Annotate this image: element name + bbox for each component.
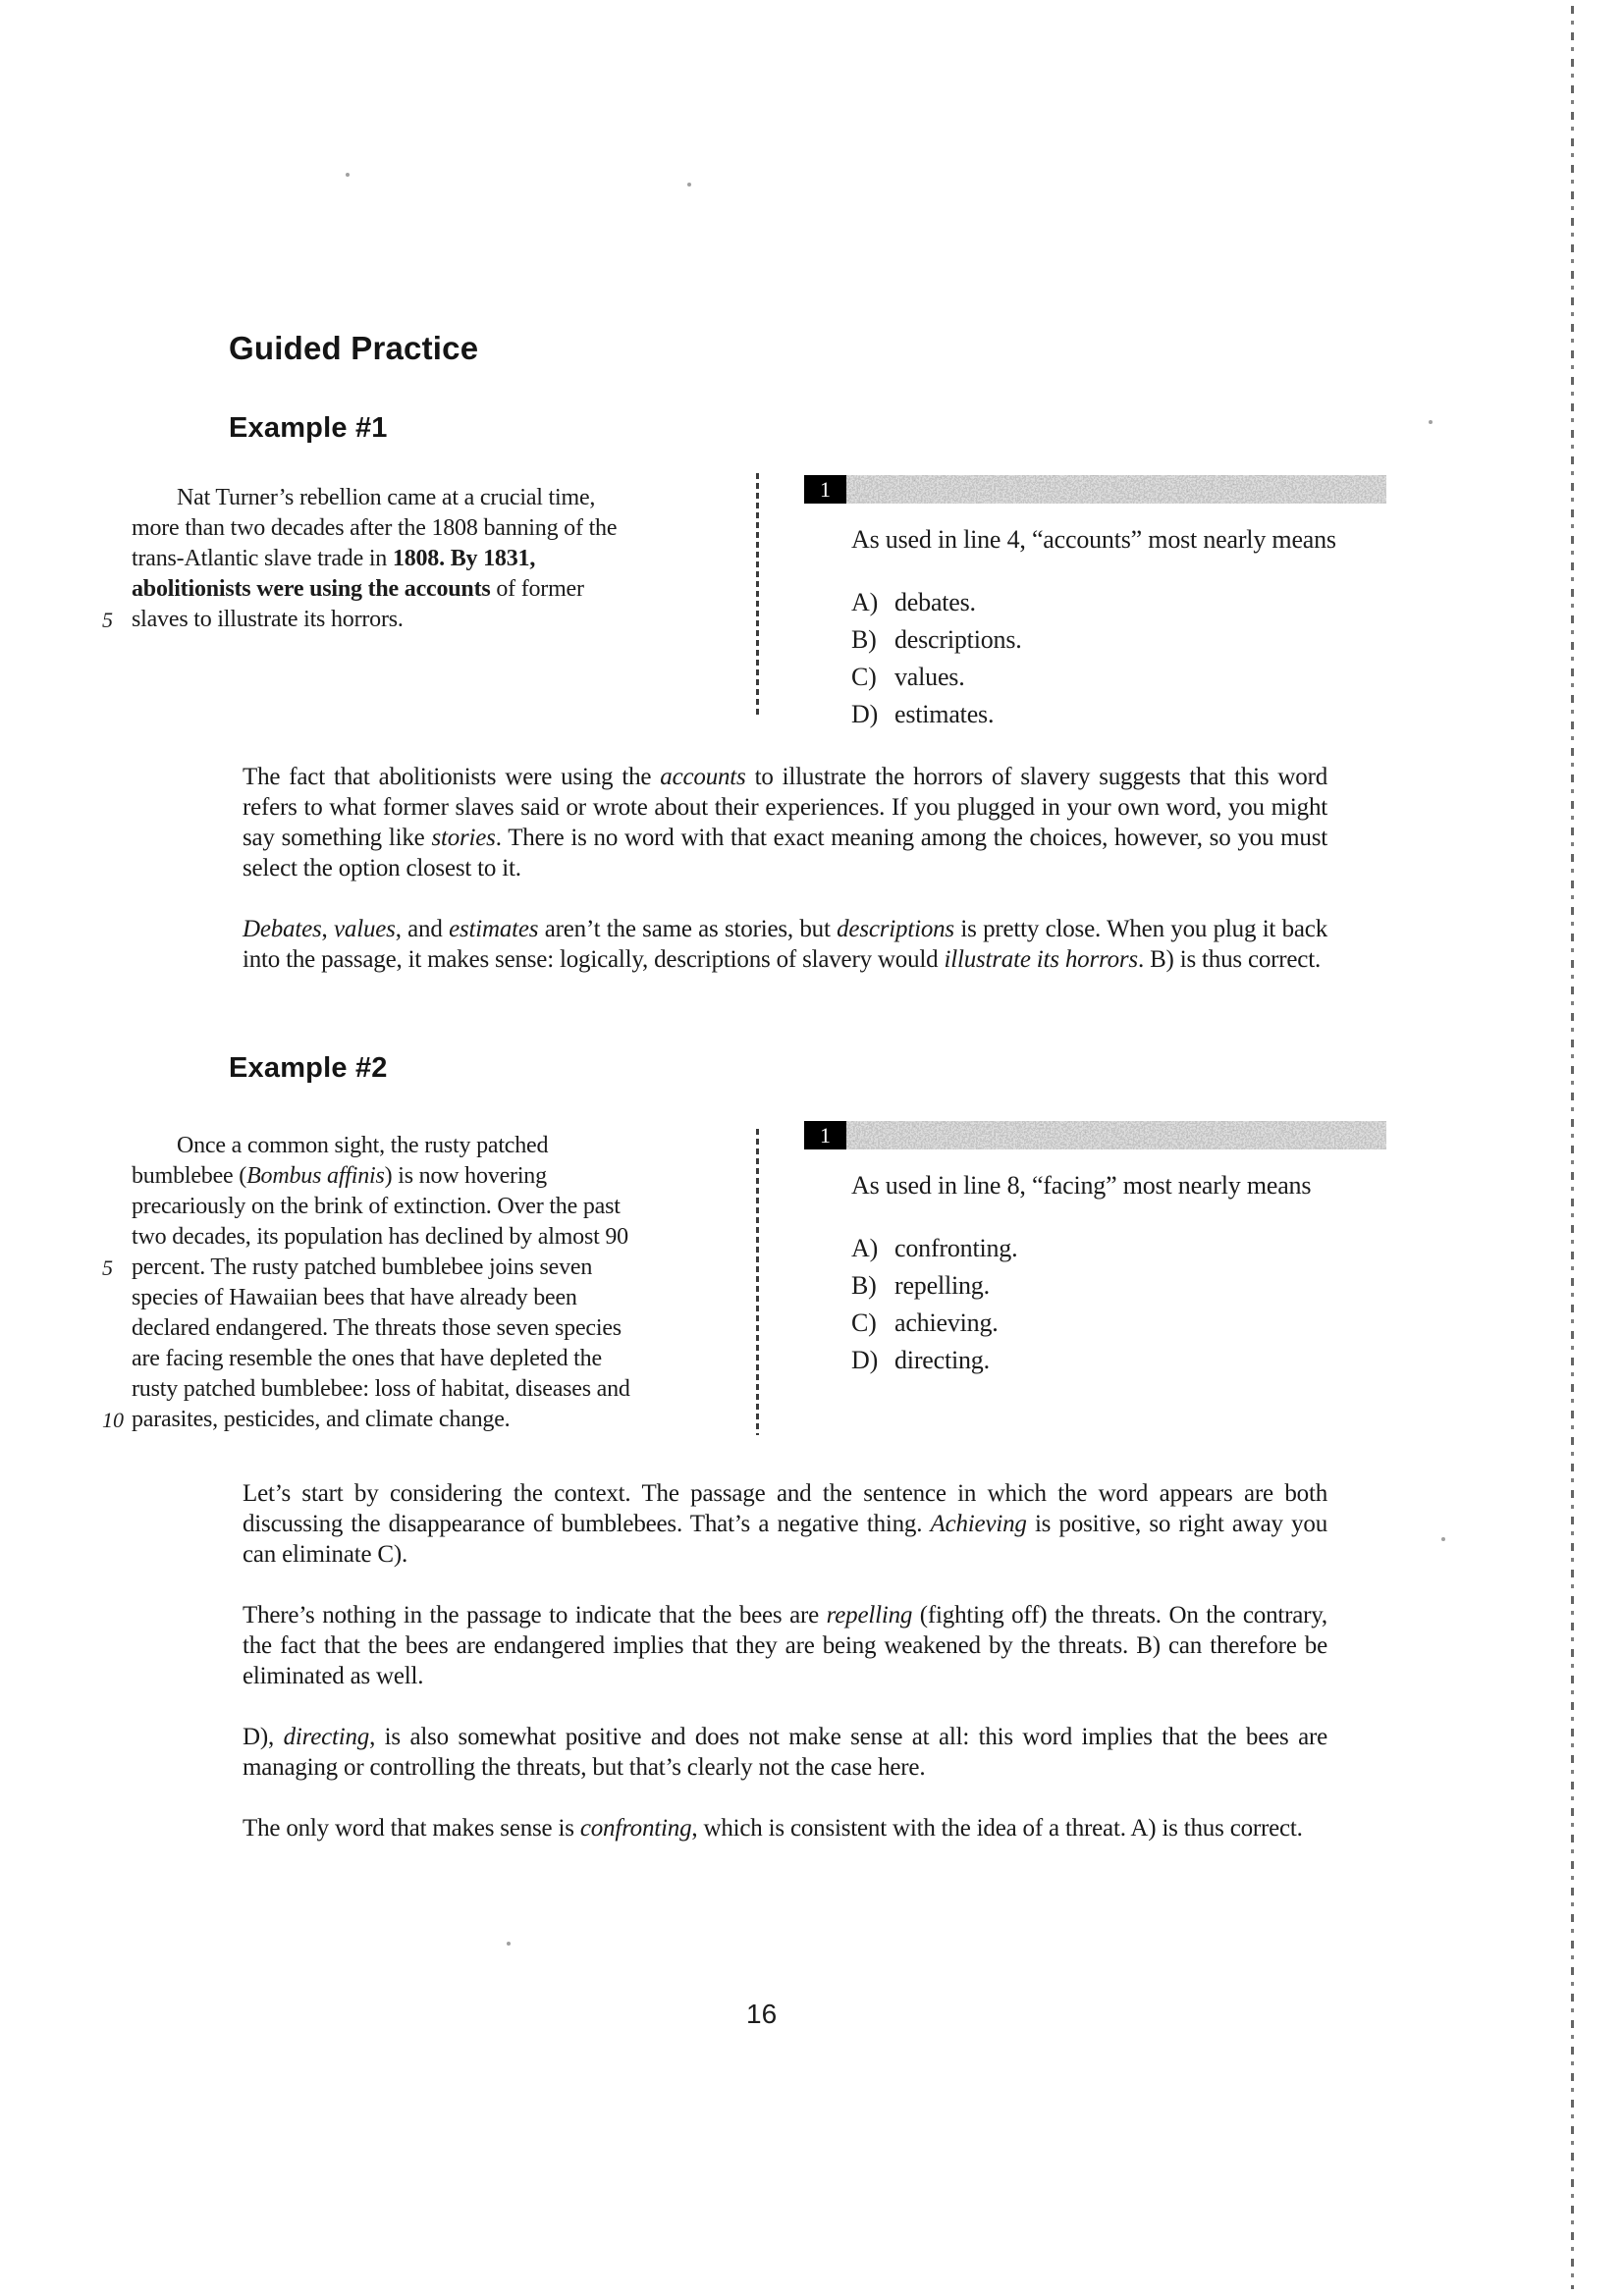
passage-line <box>102 1374 630 1405</box>
passage-line <box>102 1192 630 1222</box>
option-text: debates. <box>894 588 976 616</box>
answer-option-d <box>851 696 1386 733</box>
passage-line-text: slaves to illustrate its horrors. <box>132 607 404 632</box>
question-prompt: As used in line 4, “accounts” most nearly means <box>851 525 1336 554</box>
passage-line-text: percent. The rusty patched bumblebee joins seven <box>132 1255 593 1280</box>
passage-line <box>102 1313 630 1344</box>
option-letter: B) <box>851 1271 877 1300</box>
answer-option-b <box>851 1267 1386 1305</box>
passage-line <box>102 513 617 544</box>
question-prompt: As used in line 8, “facing” most nearly means <box>851 1171 1312 1200</box>
column-divider-dashed-line <box>756 1129 759 1435</box>
scan-speck <box>346 173 350 177</box>
passage-line-text: two decades, its population has declined by almost 90 <box>132 1224 628 1250</box>
option-text: confronting. <box>894 1234 1018 1262</box>
line-number <box>102 513 132 544</box>
scan-speck <box>507 1942 511 1946</box>
answer-option-a <box>851 1230 1386 1267</box>
explanation-paragraph: The fact that abolitionists were using the accounts to illustrate the horrors of slavery suggests that this word refers to what former slaves said or wrote about their experiences. If you plugged in your own word, you might say something like stories. There is no word with that exact meaning among the choices, however, so you must select the option closest to it. <box>243 764 1327 881</box>
explanation-paragraph: Let’s start by considering the context. The passage and the sentence in which the word appears are both discussing the disappearance of bumblebees. That’s a negative thing. Achieving is positive, so right away you can eliminate C). <box>243 1480 1327 1568</box>
passage-line-text: Once a common sight, the rusty patched <box>177 1133 549 1158</box>
example1-explanation <box>243 762 1327 975</box>
line-number <box>102 574 132 605</box>
question-header-bar <box>804 1121 1386 1149</box>
passage-line-text: declared endangered. The threats those seven species <box>132 1315 622 1341</box>
passage-line-text: rusty patched bumblebee: loss of habitat, diseases and <box>132 1376 630 1402</box>
line-number <box>102 1131 132 1161</box>
explanation-paragraph: D), directing, is also somewhat positive and does not make sense at all: this word implies that the bees are managing or controlling the threats, but that’s clearly not the case here. <box>243 1724 1327 1781</box>
question-bar-stipple <box>846 1121 1386 1149</box>
option-text: achieving. <box>894 1308 999 1337</box>
example2-explanation <box>243 1478 1327 1843</box>
example1-heading: Example #1 <box>229 412 388 444</box>
option-letter: A) <box>851 588 879 616</box>
line-number <box>102 1313 132 1344</box>
option-letter: D) <box>851 1346 879 1374</box>
passage-line-text: more than two decades after the 1808 banning of the <box>132 515 618 541</box>
option-letter: B) <box>851 625 877 654</box>
line-number: 5 <box>102 1255 113 1280</box>
column-divider-dashed-line <box>756 473 759 719</box>
question-1-block <box>804 475 1386 733</box>
question-number-box: 1 <box>804 475 846 504</box>
stipple-texture <box>846 1121 1386 1149</box>
passage-line-text: are facing resemble the ones that have depleted the <box>132 1346 602 1371</box>
line-number <box>102 1161 132 1192</box>
answer-option-a <box>851 584 1386 621</box>
answer-option-c <box>851 659 1386 696</box>
answer-option-d <box>851 1342 1386 1379</box>
option-text: values. <box>894 663 965 691</box>
passage-line-text: precariously on the brink of extinction. Over the past <box>132 1194 621 1219</box>
option-letter: C) <box>851 663 877 691</box>
passage-line-text: parasites, pesticides, and climate change. <box>132 1407 511 1432</box>
passage-line <box>102 574 617 605</box>
section-heading: Guided Practice <box>229 330 479 366</box>
explanation-paragraph: There’s nothing in the passage to indicate that the bees are repelling (fighting off) the threats. On the contrary, the fact that the bees are endangered implies that they are being weakened by the threats. B) can therefore be eliminated as well. <box>243 1602 1327 1689</box>
option-letter: A) <box>851 1234 879 1262</box>
question-2-block <box>804 1121 1386 1379</box>
example1-passage <box>102 483 617 635</box>
passage-line <box>102 1253 630 1283</box>
passage-line-text: species of Hawaiian bees that have already been <box>132 1285 577 1310</box>
line-number <box>102 1344 132 1374</box>
explanation-paragraph: The only word that makes sense is confronting, which is consistent with the idea of a threat. A) is thus correct. <box>243 1815 1303 1842</box>
line-number <box>102 544 132 574</box>
line-number <box>102 1374 132 1405</box>
stipple-texture <box>846 475 1386 504</box>
explanation-paragraph: Debates, values, and estimates aren’t the same as stories, but descriptions is pretty close. When you plug it back into the passage, it makes sense: logically, descriptions of slavery would illustrate its horrors. B) is thus correct. <box>243 916 1327 973</box>
scan-speck <box>1429 420 1433 424</box>
option-letter: D) <box>851 700 879 728</box>
passage-line <box>102 1344 630 1374</box>
line-number <box>102 483 132 513</box>
line-number: 5 <box>102 608 113 632</box>
page-number: 16 <box>746 1999 778 2029</box>
line-number <box>102 1222 132 1253</box>
scan-speck <box>1441 1537 1445 1541</box>
question-number-box: 1 <box>804 1121 846 1149</box>
scan-edge-dashed-line <box>1571 6 1574 2289</box>
option-text: directing. <box>894 1346 990 1374</box>
passage-line <box>102 1161 630 1192</box>
question-bar-stipple <box>846 475 1386 504</box>
option-text: estimates. <box>894 700 995 728</box>
example2-heading: Example #2 <box>229 1052 388 1084</box>
passage-line <box>102 1405 630 1435</box>
line-number <box>102 1283 132 1313</box>
line-number: 10 <box>102 1408 124 1432</box>
option-text: repelling. <box>894 1271 990 1300</box>
answer-options <box>851 584 1386 733</box>
answer-option-b <box>851 621 1386 659</box>
question-header-bar <box>804 475 1386 504</box>
passage-line <box>102 483 617 513</box>
passage-line <box>102 544 617 574</box>
example2-passage <box>102 1131 630 1435</box>
passage-line <box>102 1131 630 1161</box>
option-text: descriptions. <box>894 625 1022 654</box>
answer-options <box>851 1230 1386 1379</box>
passage-line-text: trans-Atlantic slave trade in 1808. By 1831, <box>132 546 536 571</box>
option-letter: C) <box>851 1308 877 1337</box>
scan-speck <box>687 183 691 187</box>
answer-option-c <box>851 1305 1386 1342</box>
passage-line <box>102 1222 630 1253</box>
passage-line <box>102 1283 630 1313</box>
passage-line-text: abolitionists were using the accounts of former <box>132 576 584 602</box>
passage-line-text: bumblebee (Bombus affinis) is now hovering <box>132 1163 547 1189</box>
passage-line <box>102 605 617 635</box>
line-number <box>102 1192 132 1222</box>
passage-line-text: Nat Turner’s rebellion came at a crucial time, <box>177 485 596 510</box>
